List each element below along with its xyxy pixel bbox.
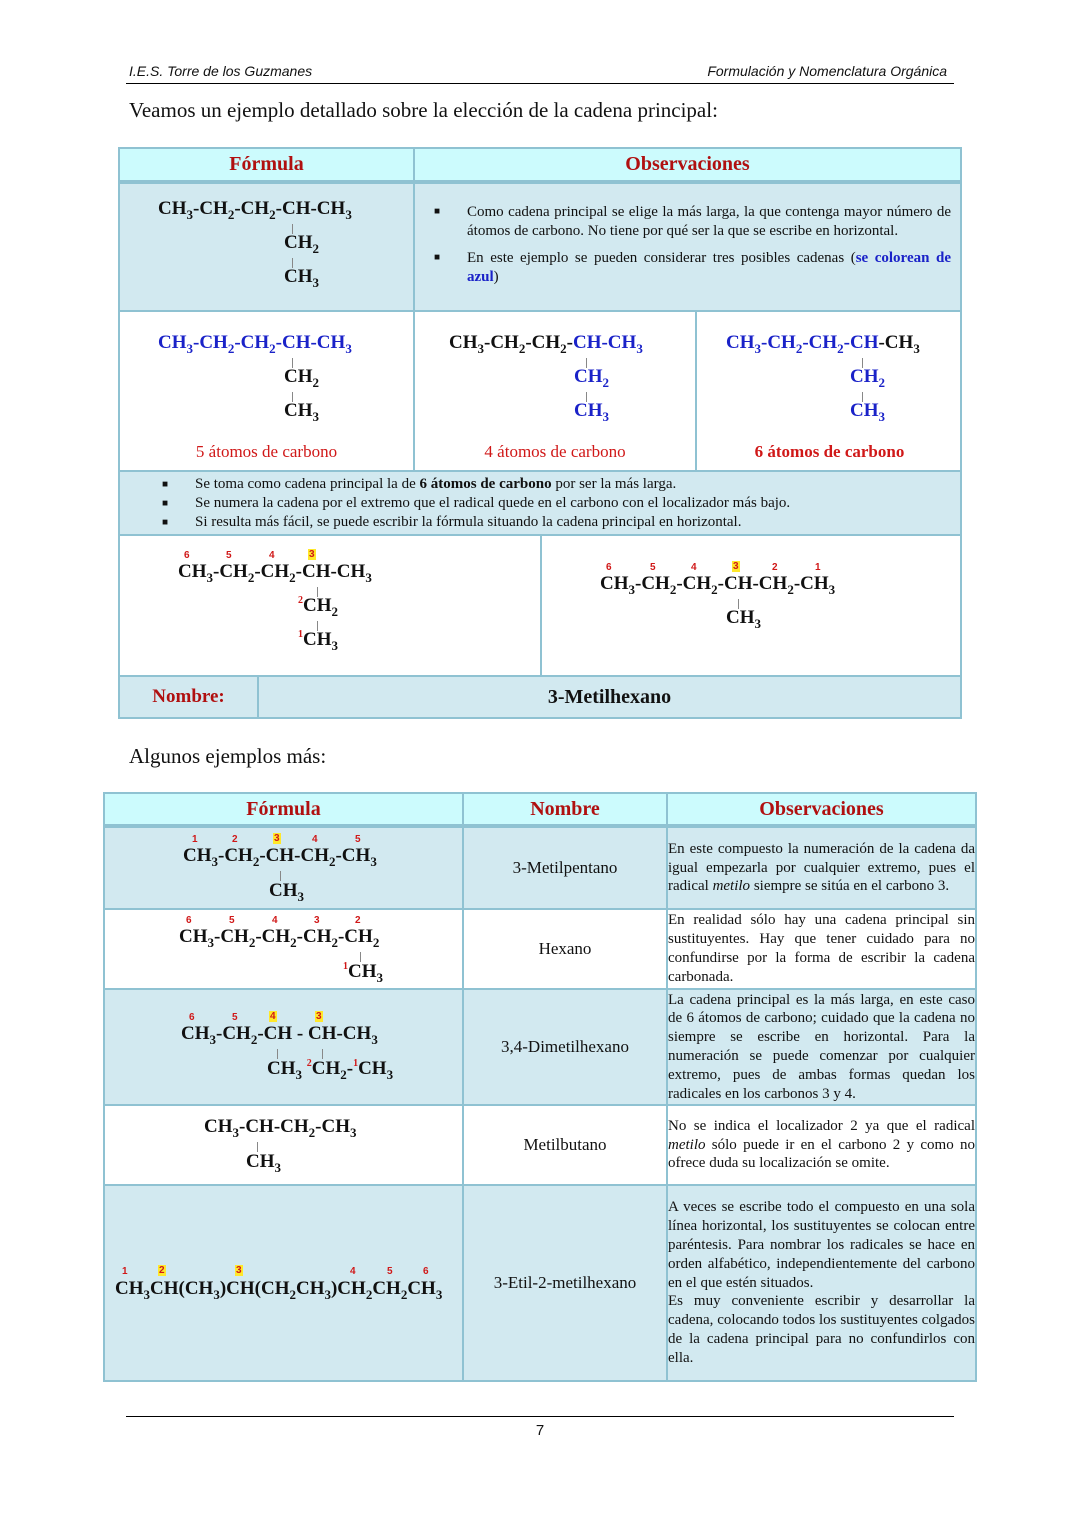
table-row — [104, 1105, 976, 1185]
row1-obs: En este compuesto la numeración de la cadena da igual empezarla por cualquier extremo, pues el radical metilo siempre se sitúa en el carbono 3. — [667, 826, 976, 909]
table-row — [104, 989, 976, 1105]
row5-name: 3-Etil-2-metilhexano — [463, 1185, 667, 1381]
t2-head-obs: Observaciones — [667, 793, 976, 826]
t1-obs-2: ■ En este ejemplo se pueden considerar tres posibles cadenas (se colorean de azul) — [424, 249, 951, 287]
t1-obs-1: ■ Como cadena principal se elige la más larga, la que contenga mayor número de átomos de carbono. No tiene por qué ser la que se escribe en horizontal. — [424, 203, 951, 241]
row3-name: 3,4-Dimetilhexano — [463, 989, 667, 1105]
row3-obs: La cadena principal es la más larga, en este caso de 6 átomos de carbono; cuidado que la cadena no siempre se escribe en horizontal. Para la numeración se puede comenzar por cualquier extremo, pues de ambas formas quedan los radicales en los carbonos 3 y 4. — [667, 989, 976, 1105]
row4-obs: No se indica el localizador 2 ya que el radical metilo sólo puede ir en el carbono 2 y como no ofrece duda su localización se omite. — [667, 1105, 976, 1185]
row2-obs: En realidad sólo hay una cadena principal sin sustituyentes. Hay que tener cuidado para no confundirse por la forma de escribir la cadena carbonada. — [667, 909, 976, 989]
t1-chain-a: $CH_3-CH_2-CH_2-CH-CH_3$ $CH_2$ $CH_3$ 5 átomos de carbono — [119, 311, 414, 471]
numbered-formula-vertical: 6 5 4 3 $CH_3-CH_2-CH_2-CH-CH_3$ $^2CH_2$ $^1CH_3$ — [178, 549, 372, 653]
t1-head-obs: Observaciones — [414, 148, 961, 182]
t1-head-formula: Fórmula — [119, 148, 414, 182]
intro2-text: Algunos ejemplos más: — [129, 744, 327, 768]
t2-head-name: Nombre — [463, 793, 667, 826]
t1-rules — [119, 471, 961, 535]
table-row — [104, 909, 976, 989]
formula-3-metilpentano: 1 2 3 4 5 $CH_3-CH_2-CH-CH_2-CH_3$ $CH_3$ — [183, 833, 377, 904]
rule-1: ■ Se toma como cadena principal la de 6 átomos de carbono por ser la más larga. — [120, 475, 960, 494]
row1-name: 3-Metilpentano — [463, 826, 667, 909]
table-row — [104, 1185, 976, 1381]
t1-name-row — [119, 676, 961, 718]
formula-metilbutano: $CH_3-CH-CH_2-CH_3$ $CH_3$ — [204, 1116, 357, 1175]
name-label: Nombre: — [152, 686, 225, 707]
row5-obs: A veces se escribe todo el compuesto en una sola línea horizontal, los sustituyentes se colocan entre paréntesis. Para nombrar los radicales se hace en orden alfabético, independientemente del carbono en el que estén situados. Es muy conveniente escribir y desarrollar la cadena, colocando todos los sustituyentes colgados de la cadena principal para no confundirlos con ella. — [667, 1185, 976, 1381]
rule-2: ■ Se numera la cadena por el extremo que el radical quede en el carbono con el localizador más bajo. — [120, 494, 960, 513]
formula-3-4-dimetilhexano: 6 5 4 3 $CH_3-CH_2-CH - CH-CH_3$ $CH_3$ $^2CH_2-^1CH_3$ — [181, 1011, 394, 1082]
header-rule — [126, 83, 954, 84]
name-value: 3-Metilhexano — [547, 686, 672, 708]
rule-3: ■ Si resulta más fácil, se puede escribir la fórmula situando la cadena principal en horizontal. — [120, 513, 960, 532]
intro-text: Veamos un ejemplo detallado sobre la elección de la cadena principal: — [129, 98, 718, 122]
footer-rule — [126, 1416, 954, 1417]
formula-3-etil-2-metilhexano: 1 2 3 4 5 6 $CH_3CH(CH_3)CH(CH_2CH_3)CH_2CH_2CH_3$ — [115, 1265, 443, 1302]
numbered-formula-horizontal: 6 5 4 3 2 1 $CH_3-CH_2-CH_2-CH-CH_2-CH_3$ $CH_3$ — [600, 561, 836, 631]
header-subject: Formulación y Nomenclatura Orgánica — [707, 63, 947, 79]
table-row — [104, 826, 976, 909]
header-school: I.E.S. Torre de los Guzmanes — [129, 63, 313, 79]
t2-head-formula: Fórmula — [104, 793, 463, 826]
row2-name: Hexano — [463, 909, 667, 989]
row4-name: Metilbutano — [463, 1105, 667, 1185]
main-chain-table — [118, 147, 962, 719]
formula-hexano: 6 5 4 3 2 $CH_3-CH_2-CH_2-CH_2-CH_2$ $^1CH_3$ — [179, 915, 383, 985]
examples-table — [103, 792, 977, 1382]
t1-chain-c: $CH_3-CH_2-CH_2-CH-CH_3$ $CH_2$ $CH_3$ 6 átomos de carbono — [696, 311, 961, 471]
t1-obs-cell — [414, 182, 961, 311]
t1-numbered — [119, 535, 961, 676]
page-number: 7 — [535, 1422, 545, 1439]
t1-formula-cell — [119, 182, 414, 311]
t1-chain-b: $CH_3-CH_2-CH_2-CH-CH_3$ $CH_2$ $CH_3$ 4 átomos de carbono — [414, 311, 696, 471]
formula-3-metilhexano: $CH_3-CH_2-CH_2-CH-CH_3$ $CH_2$ $CH_3$ — [158, 198, 352, 290]
